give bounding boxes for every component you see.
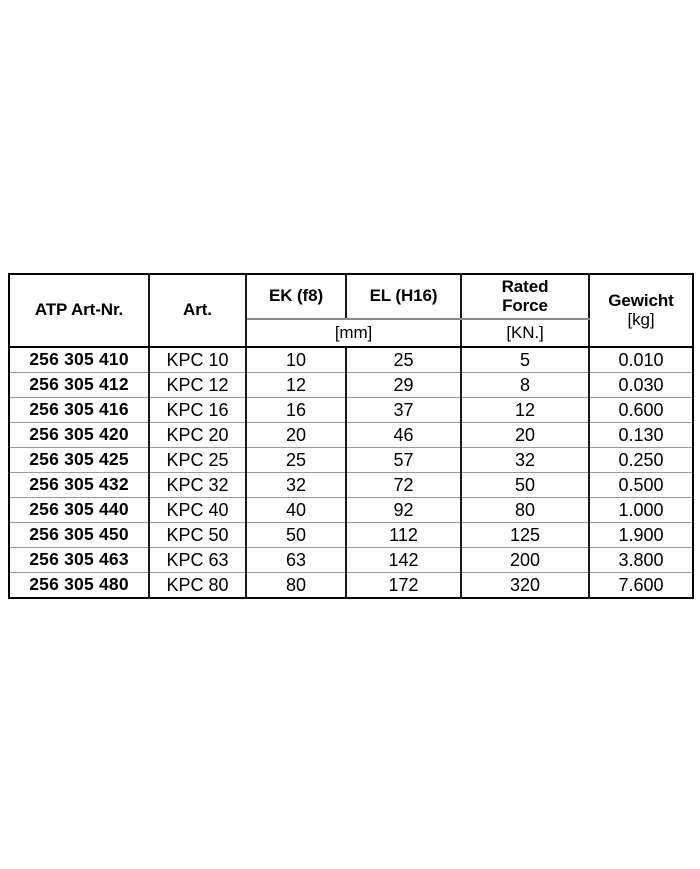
cell-el: 112	[346, 523, 461, 548]
cell-atp-art-nr: 256 305 463	[9, 548, 149, 573]
cell-art: KPC 25	[149, 448, 246, 473]
cell-art: KPC 10	[149, 347, 246, 373]
cell-ek: 25	[246, 448, 346, 473]
header-row-primary	[9, 274, 693, 319]
cell-atp-art-nr: 256 305 416	[9, 398, 149, 423]
table-row	[9, 573, 693, 599]
table-row	[9, 423, 693, 448]
cell-gewicht: 0.010	[589, 347, 693, 373]
cell-art: KPC 32	[149, 473, 246, 498]
table-header	[9, 274, 693, 347]
cell-rated-force: 5	[461, 347, 589, 373]
cell-atp-art-nr: 256 305 410	[9, 347, 149, 373]
cell-gewicht: 0.030	[589, 373, 693, 398]
cell-rated-force: 125	[461, 523, 589, 548]
column-header-rated-force	[461, 274, 589, 319]
cell-rated-force: 200	[461, 548, 589, 573]
cell-el: 46	[346, 423, 461, 448]
cell-art: KPC 12	[149, 373, 246, 398]
table-body	[9, 347, 693, 598]
cell-art: KPC 20	[149, 423, 246, 448]
cell-ek: 10	[246, 347, 346, 373]
cell-gewicht: 0.250	[589, 448, 693, 473]
cell-el: 172	[346, 573, 461, 599]
cell-ek: 16	[246, 398, 346, 423]
gewicht-unit: [kg]	[627, 309, 655, 329]
table-row	[9, 448, 693, 473]
cell-atp-art-nr: 256 305 450	[9, 523, 149, 548]
cell-atp-art-nr: 256 305 432	[9, 473, 149, 498]
cell-rated-force: 8	[461, 373, 589, 398]
cell-gewicht: 7.600	[589, 573, 693, 599]
cell-ek: 80	[246, 573, 346, 599]
cell-art: KPC 50	[149, 523, 246, 548]
cell-atp-art-nr: 256 305 425	[9, 448, 149, 473]
column-header-ek: EK (f8)	[246, 274, 346, 319]
cell-rated-force: 32	[461, 448, 589, 473]
spec-table-container	[8, 273, 692, 599]
cell-gewicht: 1.900	[589, 523, 693, 548]
table-row	[9, 523, 693, 548]
cell-ek: 40	[246, 498, 346, 523]
rated-force-line-1: Rated	[501, 277, 549, 297]
cell-rated-force: 20	[461, 423, 589, 448]
cell-ek: 12	[246, 373, 346, 398]
cell-ek: 50	[246, 523, 346, 548]
cell-atp-art-nr: 256 305 440	[9, 498, 149, 523]
cell-el: 142	[346, 548, 461, 573]
cell-el: 37	[346, 398, 461, 423]
column-header-art: Art.	[149, 274, 246, 347]
cell-atp-art-nr: 256 305 412	[9, 373, 149, 398]
cell-ek: 20	[246, 423, 346, 448]
table-row	[9, 498, 693, 523]
cell-el: 92	[346, 498, 461, 523]
cell-el: 57	[346, 448, 461, 473]
cell-rated-force: 12	[461, 398, 589, 423]
unit-header-mm: [mm]	[246, 319, 461, 347]
table-row	[9, 373, 693, 398]
cell-ek: 32	[246, 473, 346, 498]
column-header-atp-art-nr: ATP Art-Nr.	[9, 274, 149, 347]
cell-gewicht: 1.000	[589, 498, 693, 523]
cell-rated-force: 50	[461, 473, 589, 498]
cell-el: 25	[346, 347, 461, 373]
cell-gewicht: 0.500	[589, 473, 693, 498]
cell-gewicht: 0.600	[589, 398, 693, 423]
table-row	[9, 548, 693, 573]
cell-el: 72	[346, 473, 461, 498]
cell-art: KPC 16	[149, 398, 246, 423]
cell-gewicht: 0.130	[589, 423, 693, 448]
cell-el: 29	[346, 373, 461, 398]
cell-art: KPC 63	[149, 548, 246, 573]
column-header-gewicht	[589, 274, 693, 347]
table-row	[9, 473, 693, 498]
rated-force-line-2: Force	[502, 295, 548, 315]
gewicht-label: Gewicht	[608, 291, 674, 311]
cell-rated-force: 80	[461, 498, 589, 523]
unit-header-kn: [KN.]	[461, 319, 589, 347]
cell-gewicht: 3.800	[589, 548, 693, 573]
column-header-el: EL (H16)	[346, 274, 461, 319]
product-specification-table	[8, 273, 694, 599]
cell-art: KPC 80	[149, 573, 246, 599]
cell-art: KPC 40	[149, 498, 246, 523]
cell-atp-art-nr: 256 305 480	[9, 573, 149, 599]
cell-rated-force: 320	[461, 573, 589, 599]
table-row	[9, 398, 693, 423]
cell-atp-art-nr: 256 305 420	[9, 423, 149, 448]
cell-ek: 63	[246, 548, 346, 573]
table-row	[9, 347, 693, 373]
